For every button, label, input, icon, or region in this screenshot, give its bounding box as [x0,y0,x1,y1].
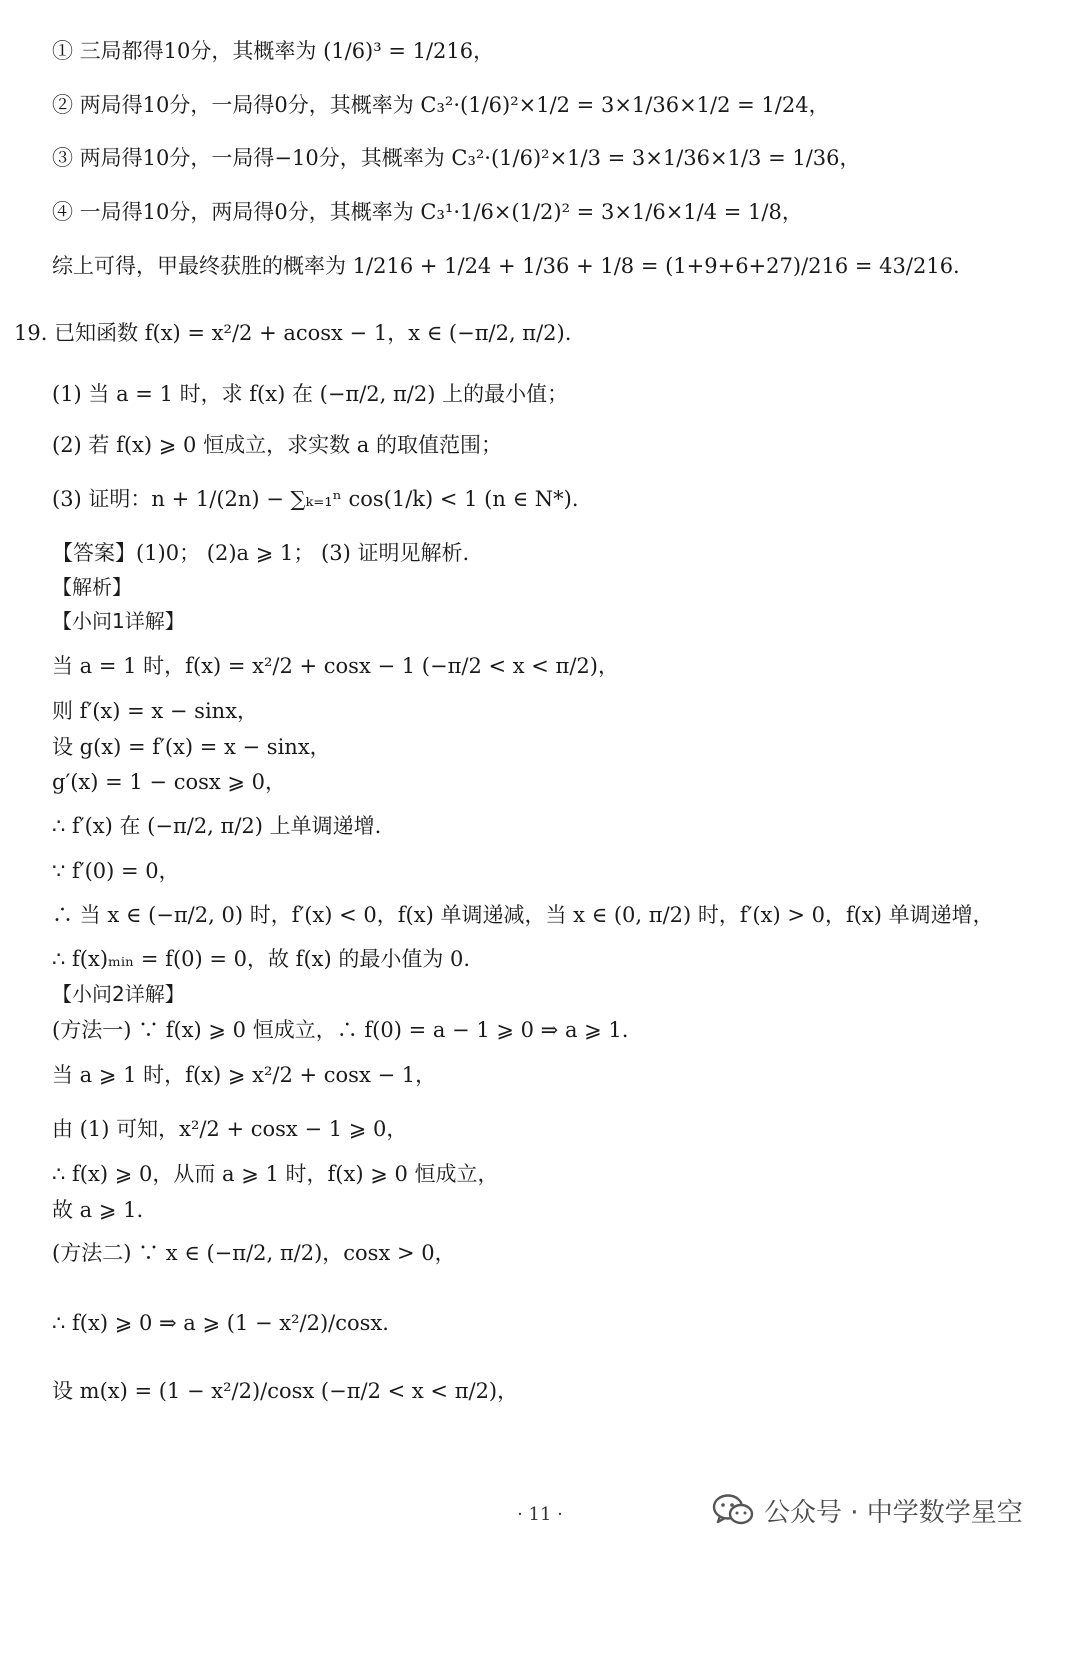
text-line: g′(x) = 1 − cosx ⩾ 0， [52,770,287,794]
page-number: · 11 · [517,1504,563,1525]
text-line: ∴ f(x) ⩾ 0 ⇒ a ⩾ (1 − x²/2)/cosx. [52,1311,389,1335]
text-line: 设 m(x) = (1 − x²/2)/cosx (−π/2 < x < π/2)， [52,1379,519,1403]
text-line: 当 a ⩾ 1 时，f(x) ⩾ x²/2 + cosx − 1， [52,1063,437,1087]
watermark-text: 公众号 · 中学数学星空 [764,1497,1023,1528]
text-line: ∴ f′(x) 在 (−π/2, π/2) 上单调递增. [52,814,382,838]
section-heading: 【解析】 [52,575,132,599]
text-line: 当 a = 1 时，f(x) = x²/2 + cosx − 1 (−π/2 < x < π/2)， [52,654,619,678]
text-line: 综上可得，甲最终获胜的概率为 1/216 + 1/24 + 1/36 + 1/8 = (1+9+6+27)/216 = 43/216. [52,254,960,278]
text-line: ① 三局都得10分，其概率为 (1/6)³ = 1/216， [52,39,495,63]
text-line: ∴ f(x) ⩾ 0，从而 a ⩾ 1 时，f(x) ⩾ 0 恒成立， [52,1162,499,1186]
text-line: ∴ f(x)ₘᵢₙ = f(0) = 0，故 f(x) 的最小值为 0. [52,947,471,971]
section-heading: 【小问2详解】 [52,982,185,1006]
text-line: 设 g(x) = f′(x) = x − sinx， [52,735,331,759]
text-line: (方法二) ∵ x ∈ (−π/2, π/2)，cosx > 0， [52,1241,456,1265]
question-stem: 19. 已知函数 f(x) = x²/2 + acosx − 1，x ∈ (−π/2, π/2). [14,321,572,345]
text-line: 故 a ⩾ 1. [52,1198,144,1222]
text-line: ② 两局得10分，一局得0分，其概率为 C₃²·(1/6)²×1/2 = 3×1/36×1/2 = 1/24， [52,93,830,117]
sub-question: (1) 当 a = 1 时，求 f(x) 在 (−π/2, π/2) 上的最小值； [52,382,569,406]
wechat-icon [712,1492,754,1528]
text-line: ∴ 当 x ∈ (−π/2, 0) 时，f′(x) < 0，f(x) 单调递减，当 x ∈ (0, π/2) 时，f′(x) > 0，f(x) 单调递增， [52,903,994,927]
answer-line: 【答案】(1)0； (2)a ⩾ 1； (3) 证明见解析. [52,541,470,565]
text-line: 则 f′(x) = x − sinx， [52,699,259,723]
watermark [712,1488,1023,1532]
text-line: ③ 两局得10分，一局得−10分，其概率为 C₃²·(1/6)²×1/3 = 3×1/36×1/3 = 1/36， [52,146,861,170]
text-line: ∵ f′(0) = 0， [52,859,180,883]
text-line: ④ 一局得10分，两局得0分，其概率为 C₃¹·1/6×(1/2)² = 3×1/6×1/4 = 1/8， [52,200,803,224]
sub-question: (3) 证明：n + 1/(2n) − ∑ₖ₌₁ⁿ cos(1/k) < 1 (n ∈ N*). [52,487,579,511]
text-line: 由 (1) 可知，x²/2 + cosx − 1 ⩾ 0， [52,1117,408,1141]
sub-question: (2) 若 f(x) ⩾ 0 恒成立，求实数 a 的取值范围； [52,433,502,457]
section-heading: 【小问1详解】 [52,609,185,633]
text-line: (方法一) ∵ f(x) ⩾ 0 恒成立，∴ f(0) = a − 1 ⩾ 0 ⇒ a ⩾ 1. [52,1018,629,1042]
